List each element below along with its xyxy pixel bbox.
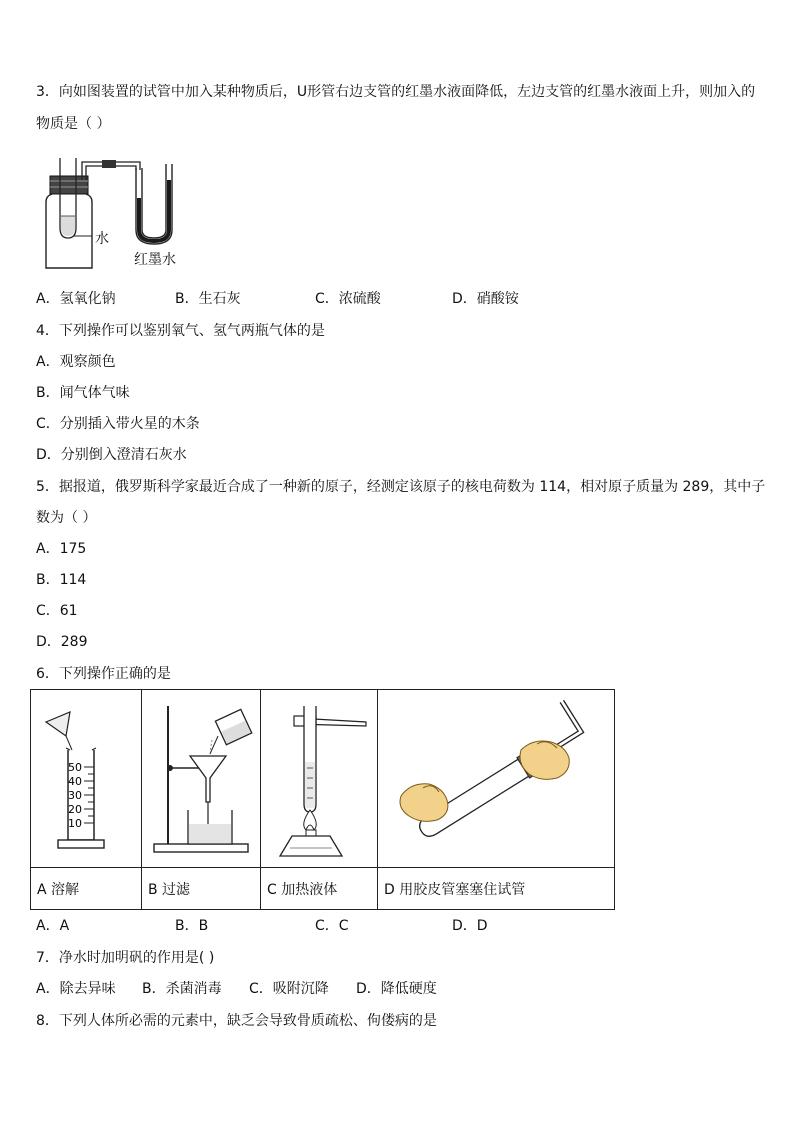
graduated-cylinder-figure bbox=[36, 692, 136, 862]
tick-label-50: 50 bbox=[68, 760, 82, 774]
q3-stem-line2: 物质是（ ） bbox=[36, 116, 111, 132]
q5-option-c[interactable]: C．61 bbox=[36, 603, 78, 619]
q3-option-c[interactable]: C．浓硫酸 bbox=[315, 291, 381, 307]
q6-figure-d-cell bbox=[378, 690, 615, 868]
q6-stem: 6．下列操作正确的是 bbox=[36, 666, 171, 682]
q7-stem: 7．净水时加明矾的作用是( ) bbox=[36, 950, 215, 966]
q7-options bbox=[36, 979, 437, 999]
q3-stem-line1: 3．向如图装置的试管中加入某种物质后，U形管右边支管的红墨水液面降低，左边支管的红墨水液面上升，则加入的 bbox=[36, 84, 756, 100]
q5-stem-line1: 5．据报道，俄罗斯科学家最近合成了一种新的原子，经测定该原子的核电荷数为 114，相对原子质量为 289，其中子 bbox=[36, 479, 766, 495]
q4-option-d[interactable]: D．分别倒入澄清石灰水 bbox=[36, 447, 187, 463]
q6-option-c[interactable]: C．C bbox=[315, 918, 349, 934]
q4-option-a[interactable]: A．观察颜色 bbox=[36, 354, 116, 370]
q3-option-b[interactable]: B．生石灰 bbox=[175, 291, 241, 307]
q7-option-d[interactable]: D．降低硬度 bbox=[356, 981, 437, 997]
filtration-figure bbox=[146, 692, 256, 862]
q7-option-a[interactable]: A．除去异味 bbox=[36, 981, 116, 997]
q6-caption-d: D 用胶皮管塞塞住试管 bbox=[378, 868, 615, 910]
q6-operations-table bbox=[30, 689, 615, 910]
q3-options bbox=[36, 289, 519, 309]
q6-option-d[interactable]: D．D bbox=[452, 918, 488, 934]
q6-option-a[interactable]: A．A bbox=[36, 918, 70, 934]
q4-option-b[interactable]: B．闻气体气味 bbox=[36, 385, 130, 401]
label-water: 水 bbox=[95, 231, 109, 247]
q3-option-a[interactable]: A．氢氧化钠 bbox=[36, 291, 116, 307]
q7-option-b[interactable]: B．杀菌消毒 bbox=[142, 981, 222, 997]
q6-figure-c-cell bbox=[261, 690, 378, 868]
q5-option-d[interactable]: D．289 bbox=[36, 634, 88, 650]
q6-figure-b-cell bbox=[142, 690, 261, 868]
q6-caption-c: C 加热液体 bbox=[261, 868, 378, 910]
q3-option-d[interactable]: D．硝酸铵 bbox=[452, 291, 519, 307]
q6-caption-a: A 溶解 bbox=[31, 868, 142, 910]
q4-option-c[interactable]: C．分别插入带火星的木条 bbox=[36, 416, 200, 432]
q8-stem: 8．下列人体所必需的元素中，缺乏会导致骨质疏松、佝偻病的是 bbox=[36, 1013, 437, 1029]
label-red-ink: 红墨水 bbox=[134, 252, 176, 268]
stopper-test-tube-figure bbox=[381, 692, 611, 862]
tick-label-30: 30 bbox=[68, 788, 82, 802]
q5-option-a[interactable]: A．175 bbox=[36, 541, 87, 557]
q6-options bbox=[36, 916, 488, 936]
q4-stem: 4．下列操作可以鉴别氧气、氢气两瓶气体的是 bbox=[36, 323, 325, 339]
tick-label-20: 20 bbox=[68, 802, 82, 816]
q6-figure-a-cell bbox=[31, 690, 142, 868]
q5-stem-line2: 数为（ ） bbox=[36, 510, 97, 526]
q6-caption-b: B 过滤 bbox=[142, 868, 261, 910]
tick-label-10: 10 bbox=[68, 816, 82, 830]
tick-label-40: 40 bbox=[68, 774, 82, 788]
heating-liquid-figure bbox=[264, 692, 374, 862]
q7-option-c[interactable]: C．吸附沉降 bbox=[249, 981, 329, 997]
q6-option-b[interactable]: B．B bbox=[175, 918, 209, 934]
q5-option-b[interactable]: B．114 bbox=[36, 572, 87, 588]
